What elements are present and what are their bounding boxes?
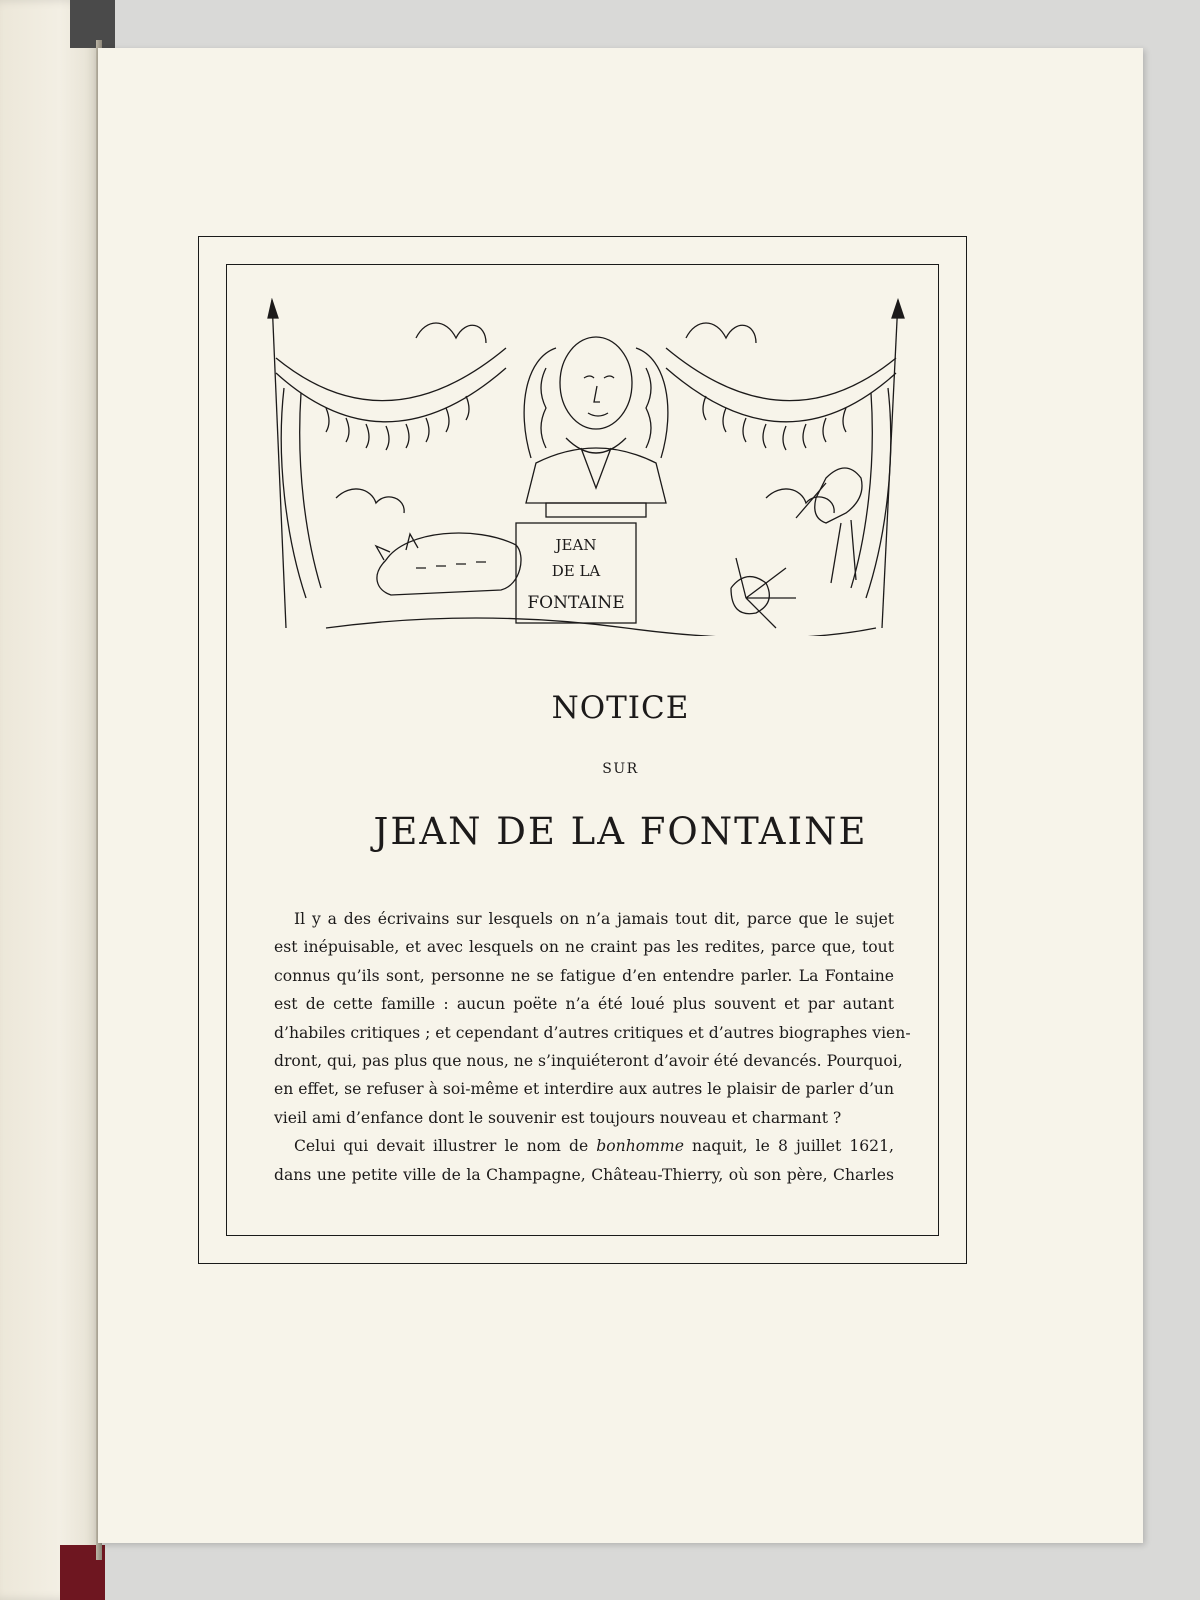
bust-shoulders [526, 448, 666, 503]
text-line: connus qu’ils sont, personne ne se fatigue d’en entendre parler. La Fontaine [274, 966, 894, 985]
plinth-line-1: JEAN [555, 536, 597, 554]
right-lance-tip [892, 300, 904, 318]
text-line: Il y a des écrivains sur lesquels on n’a jamais tout dit, parce que le sujet [294, 910, 894, 928]
plinth-inscription [527, 536, 624, 613]
foliage [416, 323, 756, 343]
text-line: dans une petite ville de la Champagne, Château-Thierry, où son père, Charles [274, 1165, 894, 1184]
pedestal-cap [546, 503, 646, 517]
ground-line [326, 618, 876, 636]
bust-head [560, 337, 632, 429]
text-segment: Celui qui devait illustrer le nom de [294, 1137, 597, 1156]
text-line: vieil ami d’enfance dont le souvenir est toujours nouveau et charmant ? [274, 1108, 842, 1127]
text-line: dront, qui, pas plus que nous, ne s’inquiéteront d’avoir été devancés. Pourquoi, [274, 1052, 903, 1071]
book-page [98, 48, 1143, 1543]
left-lance [272, 300, 286, 628]
text-segment: naquit, le 8 juillet 1621, [683, 1137, 894, 1156]
heron [815, 468, 862, 523]
text-line: en effet, se refuser à soi-même et interdire aux autres le plaisir de parler d’un [274, 1080, 894, 1099]
plinth-line-3: FONTAINE [527, 593, 625, 613]
engraved-vignette [266, 298, 906, 636]
cat [377, 533, 521, 595]
right-drape-swag [666, 348, 896, 401]
bust-wig [524, 348, 668, 458]
text-line: d’habiles critiques ; et cependant d’autres critiques et d’autres biographes vien- [274, 1023, 911, 1042]
left-lance-tip [268, 300, 278, 318]
left-page-edge [0, 0, 100, 1600]
notice-heading: NOTICE [551, 690, 690, 726]
notice-body [274, 905, 911, 1189]
spider-web [731, 558, 796, 628]
book-binding-top [70, 0, 115, 48]
left-drape-swag [276, 348, 506, 401]
text-line: est de cette famille : aucun poëte n’a été loué plus souvent et par autant [274, 995, 894, 1014]
text-line [274, 1132, 894, 1160]
page-title: JEAN DE LA FONTAINE [373, 810, 868, 853]
plinth-line-2: DE LA [551, 562, 601, 580]
italic-word: bonhomme [596, 1137, 684, 1156]
text-line: est inépuisable, et avec lesquels on ne craint pas les redites, parce que, tout [274, 938, 894, 957]
sur-heading: SUR [602, 761, 639, 777]
